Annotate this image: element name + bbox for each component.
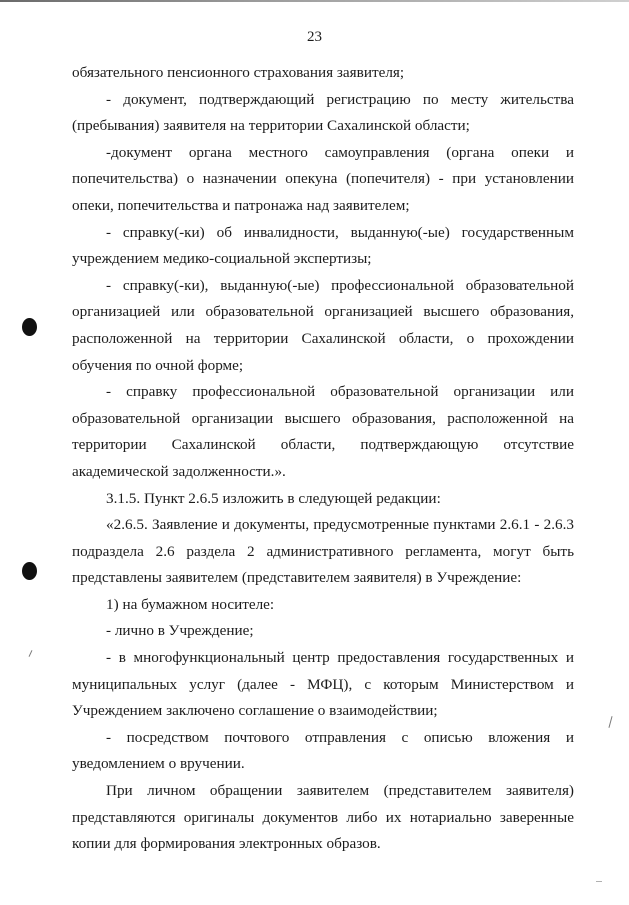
paragraph-continuation: обязательного пенсионного страхования заявителя; (72, 64, 405, 81)
paragraph-no-debt-certificate: - справку профессиональной образовательной организации или образовательной организации высшего образования, расположенной на территории Сахалинской области, подтверждающую отсутствие академической задолженности.». (72, 383, 574, 480)
scan-speck (596, 881, 602, 882)
paragraph-originals: При личном обращении заявителем (представителем заявителя) представляются оригиналы документов либо их нотариально заверенные копии для формирования электронных образов. (72, 782, 574, 853)
scan-top-edge (0, 0, 629, 2)
scan-speck (29, 650, 33, 657)
paragraph-registration-document: - документ, подтверждающий регистрацию по месту жительства (пребывания) заявителя на территории Сахалинской области; (72, 90, 574, 135)
punch-hole-mark (22, 562, 37, 580)
paragraph-mfc: - в многофункциональный центр предоставления государственных и муниципальных услуг (далее - МФЦ), с которым Министерством и Учреждением заключено соглашение о взаимодействии; (72, 649, 574, 720)
paragraph-clause-3-1-5: 3.1.5. Пункт 2.6.5 изложить в следующей редакции: (106, 489, 441, 507)
punch-hole-mark (22, 318, 37, 336)
paragraph-disability-certificate: - справку(-ки) об инвалидности, выданную(-ые) государственным учреждением медико-социальной экспертизы; (72, 223, 574, 268)
scan-speck (608, 716, 612, 728)
paragraph-postal: - посредством почтового отправления с описью вложения и уведомлением о вручении. (72, 728, 574, 773)
paragraph-clause-2-6-5: «2.6.5. Заявление и документы, предусмотренные пунктами 2.6.1 - 2.6.3 подраздела 2.6 раздела 2 административного регламента, могут быть представлены заявителем (представителем заявителя) в Учреждение: (72, 516, 574, 587)
paragraph-paper-form: 1) на бумажном носителе: (106, 595, 275, 613)
paragraph-guardianship-document: -документ органа местного самоуправления (органа опеки и попечительства) о назначении опекуна (попечителя) - при установлении опеки, попечительства и патронажа над заявителем; (72, 143, 574, 214)
paragraph-in-person: - лично в Учреждение; (106, 622, 254, 640)
paragraph-study-certificate: - справку(-ки), выданную(-ые) профессиональной образовательной организацией или образовательной организацией высшего образования, расположенной на территории Сахалинской области, о прохождении обучения по очной форме; (72, 276, 574, 374)
page-number: 23 (307, 29, 322, 45)
document-body (72, 60, 574, 858)
